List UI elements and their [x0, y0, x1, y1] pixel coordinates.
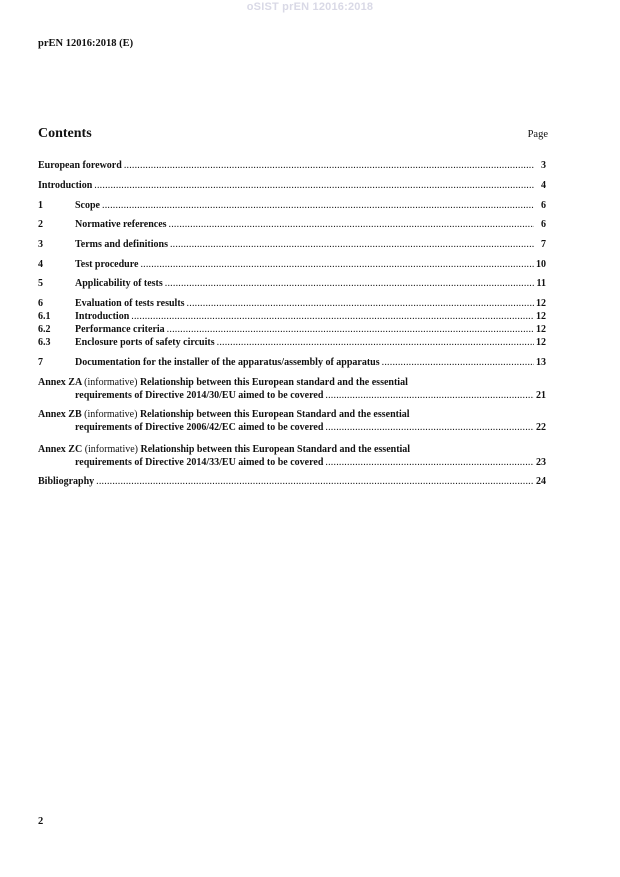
annex-title-line1: Relationship between this European Standard and the essential — [140, 444, 411, 455]
toc-entry[interactable] — [38, 311, 546, 323]
annex-type: (informative) — [84, 377, 138, 388]
toc-entry[interactable] — [38, 324, 546, 336]
annex-entry-first-line[interactable] — [38, 377, 408, 389]
contents-heading: Contents — [38, 126, 92, 141]
annex-title-line1: Relationship between this European standard and the essential — [139, 377, 408, 388]
leader-dots — [382, 357, 534, 369]
leader-dots — [102, 200, 534, 212]
toc-entry-title: Test procedure — [75, 259, 139, 270]
toc-entry-title: Evaluation of tests results — [75, 298, 185, 309]
leader-dots — [325, 457, 534, 469]
toc-entry-title: Enclosure ports of safety circuits — [75, 337, 215, 348]
leader-dots — [169, 219, 534, 231]
toc-entry-title: Performance criteria — [75, 324, 165, 335]
toc-entry-page: 12 — [536, 298, 546, 309]
annex-title-line2: requirements of Directive 2014/33/EU aimed to be covered — [75, 457, 324, 468]
toc-entry-title: Bibliography — [38, 476, 95, 487]
annex-page: 21 — [536, 390, 546, 401]
toc-entry[interactable] — [38, 298, 546, 310]
toc-entry-page: 12 — [536, 337, 546, 348]
toc-entry[interactable] — [38, 160, 546, 172]
toc-entry[interactable] — [38, 200, 546, 212]
annex-title-line2: requirements of Directive 2014/30/EU aimed to be covered — [75, 390, 324, 401]
toc-entry-bibliography[interactable] — [38, 476, 546, 488]
leader-dots — [165, 278, 534, 290]
toc-entry-number: 6 — [38, 298, 43, 309]
annex-type: (informative) — [84, 444, 138, 455]
document-id: prEN 12016:2018 (E) — [38, 38, 134, 49]
toc-entry-title: Scope — [75, 200, 100, 211]
toc-entry[interactable] — [38, 219, 546, 231]
annex-page: 23 — [536, 457, 546, 468]
toc-entry-page: 11 — [536, 278, 546, 289]
toc-entry[interactable] — [38, 357, 546, 369]
toc-entry[interactable] — [38, 259, 546, 271]
toc-entry-number: 4 — [38, 259, 43, 270]
annex-type: (informative) — [84, 409, 138, 420]
leader-dots — [325, 390, 534, 402]
toc-entry-number: 1 — [38, 200, 43, 211]
toc-entry[interactable] — [38, 337, 546, 349]
toc-entry-number: 6.2 — [38, 324, 51, 335]
toc-entry[interactable] — [38, 239, 546, 251]
leader-dots — [167, 324, 534, 336]
toc-entry-title: Introduction — [38, 180, 93, 191]
toc-entry-page: 3 — [541, 160, 546, 171]
toc-entry-number: 5 — [38, 278, 43, 289]
annex-entry-first-line[interactable] — [38, 409, 410, 421]
page-column-label: Page — [527, 129, 548, 140]
annex-page: 22 — [536, 422, 546, 433]
leader-dots — [140, 259, 534, 271]
toc-entry-title: Introduction — [75, 311, 130, 322]
leader-dots — [124, 160, 534, 172]
leader-dots — [94, 180, 534, 192]
toc-entry-title: Terms and definitions — [75, 239, 168, 250]
toc-entry-page: 12 — [536, 324, 546, 335]
toc-entry-page: 13 — [536, 357, 546, 368]
leader-dots — [217, 337, 534, 349]
annex-title-line1: Relationship between this European Standard and the essential — [139, 409, 410, 420]
watermark: oSIST prEN 12016:2018 — [246, 1, 374, 13]
toc-entry-title: Documentation for the installer of the apparatus/assembly of apparatus — [75, 357, 380, 368]
annex-entry-second-line[interactable] — [75, 390, 546, 402]
toc-entry-title: Normative references — [75, 219, 167, 230]
toc-entry-page: 12 — [536, 311, 546, 322]
leader-dots — [131, 311, 534, 323]
toc-entry-title: European foreword — [38, 160, 122, 171]
toc-entry-number: 7 — [38, 357, 43, 368]
toc-entry-page: 6 — [541, 219, 546, 230]
toc-entry[interactable] — [38, 278, 546, 290]
annex-title-line2: requirements of Directive 2006/42/EC aimed to be covered — [75, 422, 324, 433]
leader-dots — [96, 476, 534, 488]
toc-entry-title: Applicability of tests — [75, 278, 163, 289]
annex-entry-first-line[interactable] — [38, 444, 410, 456]
leader-dots — [325, 422, 534, 434]
annex-label: Annex ZA — [38, 377, 82, 388]
leader-dots — [170, 239, 534, 251]
annex-label: Annex ZB — [38, 409, 82, 420]
leader-dots — [187, 298, 534, 310]
annex-entry-second-line[interactable] — [75, 422, 546, 434]
toc-entry-number: 6.3 — [38, 337, 51, 348]
annex-entry-second-line[interactable] — [75, 457, 546, 469]
toc-entry-page: 7 — [541, 239, 546, 250]
toc-entry-number: 2 — [38, 219, 43, 230]
page-number: 2 — [38, 816, 44, 827]
toc-entry-page: 4 — [541, 180, 546, 191]
annex-label: Annex ZC — [38, 444, 83, 455]
toc-entry-number: 6.1 — [38, 311, 51, 322]
toc-entry[interactable] — [38, 180, 546, 192]
toc-entry-number: 3 — [38, 239, 43, 250]
toc-entry-page: 10 — [536, 259, 546, 270]
toc-entry-page: 24 — [536, 476, 546, 487]
toc-entry-page: 6 — [541, 200, 546, 211]
